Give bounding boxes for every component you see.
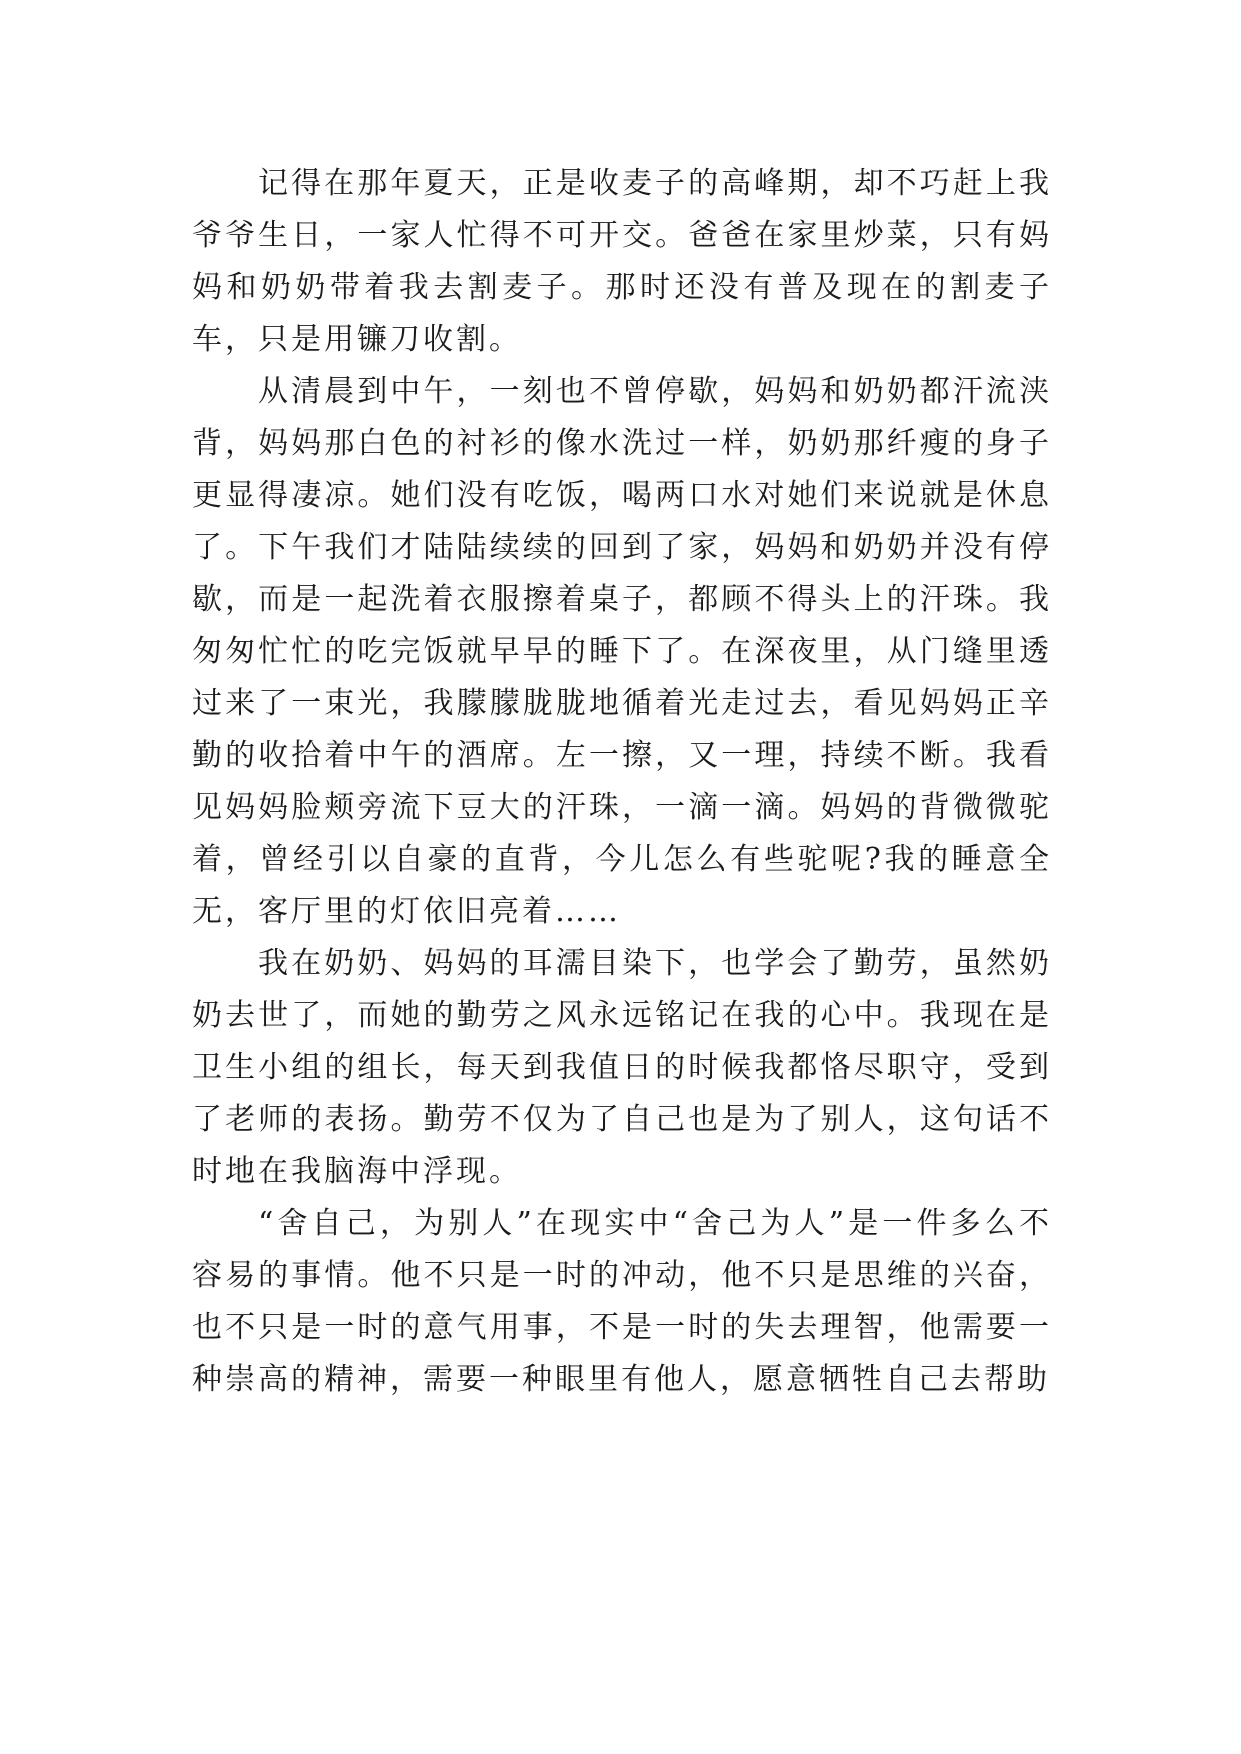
paragraph-3: 我在奶奶、妈妈的耳濡目染下，也学会了勤劳，虽然奶奶去世了，而她的勤劳之风永远铭记在我的心中。我现在是卫生小组的组长，每天到我值日的时候我都恪尽职守，受到了老师的表扬。勤劳不仅为了自己也是为了别人，这句话不时地在我脑海中浮现。 — [192, 946, 1052, 1189]
paragraph-2: 从清晨到中午，一刻也不曾停歇，妈妈和奶奶都汗流浃背，妈妈那白色的衬衫的像水洗过一样，奶奶那纤瘦的身子更显得凄凉。她们没有吃饭，喝两口水对她们来说就是休息了。下午我们才陆陆续续的回到了家，妈妈和奶奶并没有停歇，而是一起洗着衣服擦着桌子，都顾不得头上的汗珠。我匆匆忙忙的吃完饭就早早的睡下了。在深夜里，从门缝里透过来了一束光，我朦朦胧胧地循着光走过去，看见妈妈正辛勤的收拾着中午的酒席。左一擦，又一理，持续不断。我看见妈妈脸颊旁流下豆大的汗珠，一滴一滴。妈妈的背微微驼着，曾经引以自豪的直背，今儿怎么有些驼呢?我的睡意全无，客厅里的灯依旧亮着…… — [192, 374, 1052, 929]
paragraph-1: 记得在那年夏天，正是收麦子的高峰期，却不巧赶上我爷爷生日，一家人忙得不可开交。爸爸在家里炒菜，只有妈妈和奶奶带着我去割麦子。那时还没有普及现在的割麦子车，只是用镰刀收割。 — [192, 166, 1052, 357]
body-text — [192, 158, 1052, 1406]
paragraph-4: “舍自己，为别人”在现实中“舍己为人”是一件多么不容易的事情。他不只是一时的冲动，他不只是思维的兴奋，也不只是一时的意气用事，不是一时的失去理智，他需要一种崇高的精神，需要一种眼里有他人，愿意牺牲自己去帮助 — [192, 1206, 1052, 1397]
